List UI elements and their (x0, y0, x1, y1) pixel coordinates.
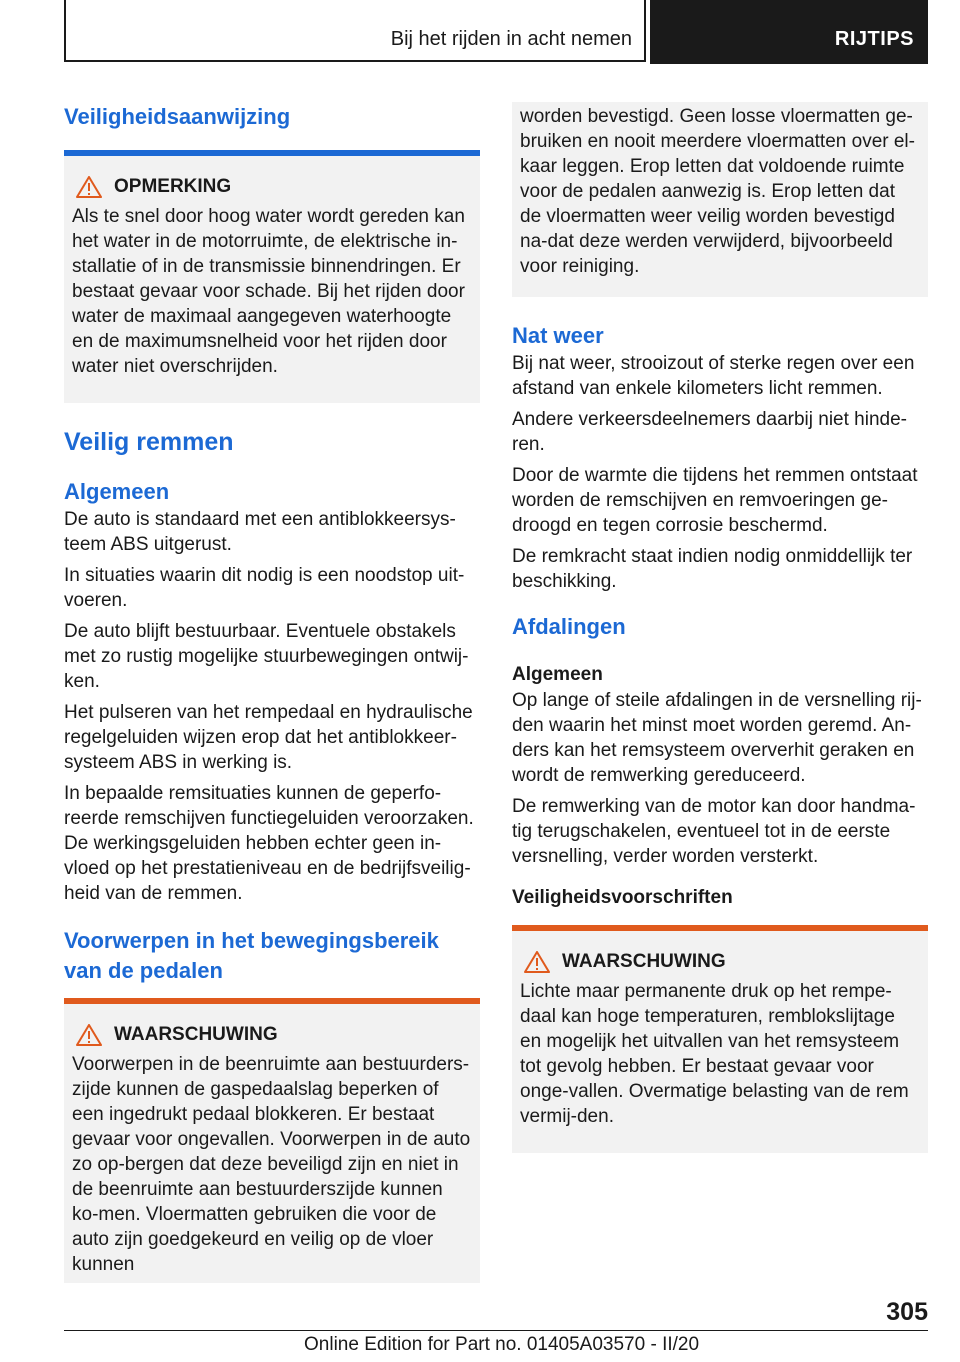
right-column (512, 102, 928, 1153)
warning-box-continued (512, 102, 928, 297)
notice-text: Als te snel door hoog water wordt gereden kan het water in de motorruimte, de elektrische in-stallatie of in de transmissie binnendringen. Er bestaat gevaar voor schade. Bij het rijden door water de maximaal aangegeven waterhoogte en de maximumsnelheid voor het rijden door water niet overschrijden. (72, 206, 465, 377)
footer-divider (64, 1330, 928, 1331)
warning-text-continued: worden bevestigd. Geen losse vloermatten ge-bruiken en nooit meerdere vloermatten over el-kaar leggen. Erop letten dat voldoende ruimte voor de pedalen aanwezig is. Erop letten dat de vloermatten weer veilig worden bevestigd na-dat deze werden verwijderd, bijvoorbeeld voor reiniging. (520, 106, 915, 277)
paragraph: De remwerking van de motor kan door handma-tig terugschakelen, eventueel tot in de eerste versnelling, verder worden versterkt. (512, 796, 916, 867)
warning-text: Voorwerpen in de beenruimte aan bestuurders-zijde kunnen de gaspedaalslag beperken of een ingedrukt pedaal blokkeren. Er bestaat gevaar voor ongevallen. Voorwerpen in de auto zo op-bergen dat deze beveiligd zijn en niet in de beenruimte aan bestuurderszijde kunnen ko-men. Vloermatten gebruiken die voor de auto zijn goedgekeurd en veilig op de vloer kunnen (72, 1054, 471, 1275)
page-header (64, 0, 928, 64)
heading-veilig-remmen: Veilig remmen (64, 428, 234, 456)
warning-text: Lichte maar permanente druk op het rempe-daal kan hoge temperaturen, remblokslijtage en mogelijk het uitvallen van het remsysteem tot gevolg hebben. Er bestaat gevaar voor onge-vallen. Overmatige belasting van de rem vermij-den. (520, 981, 909, 1127)
paragraph: Bij nat weer, strooizout of sterke regen over een afstand van enkele kilometers licht remmen. (512, 353, 915, 399)
heading-afdalingen: Afdalingen (512, 614, 626, 639)
paragraph: Op lange of steile afdalingen in de versnelling rij-den waarin het minst moet worden geremd. An-ders kan het remsysteem oververhit geraken en wordt de remwerking gereduceerd. (512, 690, 922, 786)
warning-title-text: WAARSCHUWING (114, 1024, 278, 1045)
header-chapter-tab (650, 0, 928, 64)
paragraph: In situaties waarin dit nodig is een noodstop uit-voeren. (64, 565, 465, 611)
paragraph: De auto is standaard met een antiblokkeersys-teem ABS uitgerust. (64, 509, 456, 555)
warning-triangle-icon (524, 951, 550, 973)
heading-algemeen: Algemeen (64, 479, 170, 504)
heading-algemeen-sub: Algemeen (512, 664, 603, 685)
warning-triangle-icon (76, 1024, 102, 1046)
header-section-title: Bij het rijden in acht nemen (390, 28, 632, 50)
header-chapter-title: RIJTIPS (834, 28, 914, 50)
heading-voorwerpen: Voorwerpen in het bewegingsbereik van de pedalen (64, 928, 439, 983)
paragraph: Door de warmte die tijdens het remmen ontstaat worden de remschijven en remvoeringen ge-droogd en tegen corrosie beschermd. (512, 465, 918, 536)
page-number: 305 (886, 1298, 928, 1326)
warning-title-text: WAARSCHUWING (562, 951, 726, 972)
warning-title (72, 1024, 472, 1046)
footer-edition: Online Edition for Part no. 01405A03570 - II/20 (304, 1334, 700, 1355)
paragraph: De remkracht staat indien nodig onmiddellijk ter beschikking. (512, 546, 913, 592)
warning-triangle-icon (76, 176, 102, 198)
paragraph: Andere verkeersdeelnemers daarbij niet hinde-ren. (512, 409, 908, 455)
warning-box (64, 1004, 480, 1283)
notice-title-text: OPMERKING (114, 176, 232, 197)
heading-nat-weer: Nat weer (512, 323, 604, 348)
header-section-box (64, 0, 646, 62)
heading-veiligheidsvoorschriften: Veiligheidsvoorschriften (512, 887, 733, 908)
notice-box (64, 156, 480, 403)
warning-box (512, 931, 928, 1153)
paragraph: In bepaalde remsituaties kunnen de geperfo-reerde remschijven functiegeluiden veroorzaken. De werkingsgeluiden hebben echter geen in-vloed op het prestatieniveau en de bedrijfsveilig-heid van de remmen. (64, 783, 474, 904)
paragraph: Het pulseren van het rempedaal en hydraulische regelgeluiden wijzen erop dat het antiblokkeer-systeem ABS in werking is. (64, 702, 473, 773)
notice-title (72, 176, 472, 198)
warning-title (520, 951, 920, 973)
heading-veiligheidsaanwijzing: Veiligheidsaanwijzing (64, 104, 291, 129)
left-column (64, 100, 480, 1283)
paragraph: De auto blijft bestuurbaar. Eventuele obstakels met zo rustig mogelijke stuurbewegingen ontwij-ken. (64, 621, 469, 692)
